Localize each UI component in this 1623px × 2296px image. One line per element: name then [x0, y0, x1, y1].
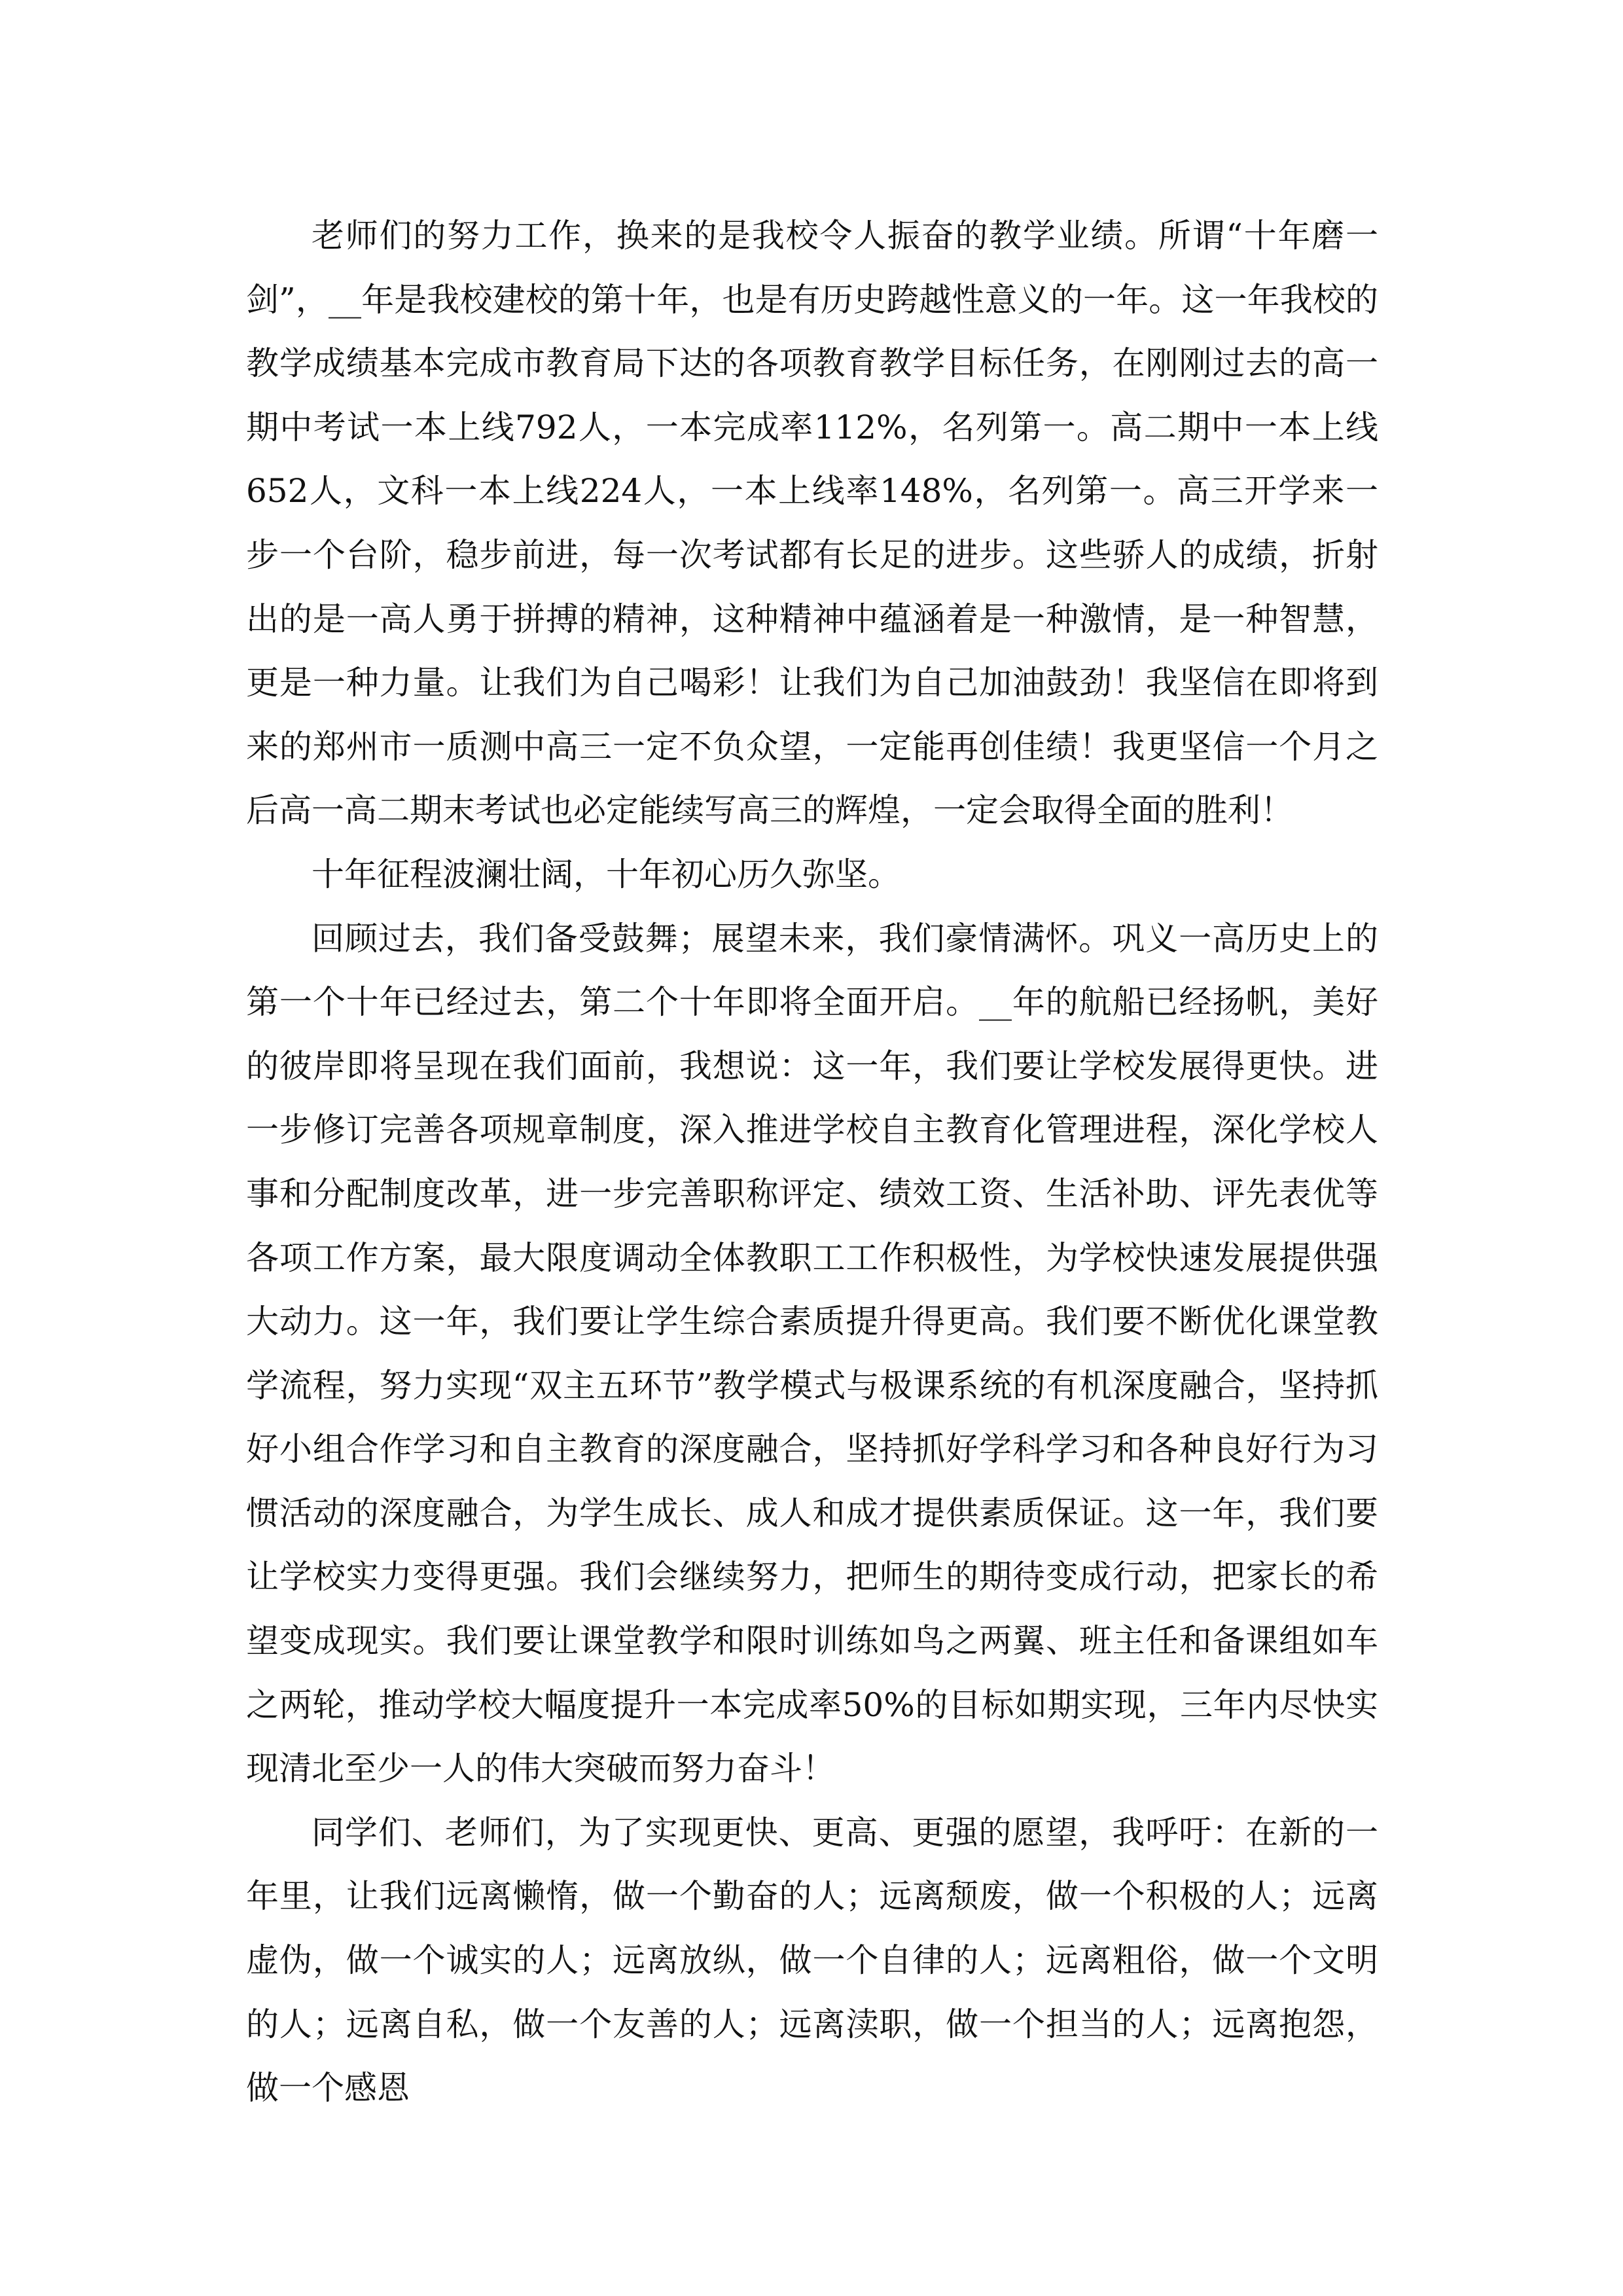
document-page [246, 204, 1378, 2121]
paragraph-future-outlook: 回顾过去，我们备受鼓舞；展望未来，我们豪情满怀。巩义一高历史上的第一个十年已经过去，第二个十年即将全面开启。__年的航船已经扬帆，美好的彼岸即将呈现在我们面前，我想说：这一年，我们要让学校发展得更快。进一步修订完善各项规章制度，深入推进学校自主教育化管理进程，深化学校人事和分配制度改革，进一步完善职称评定、绩效工资、生活补助、评先表优等各项工作方案，最大限度调动全体教职工工作积极性，为学校快速发展提供强大动力。这一年，我们要让学生综合素质提升得更高。我们要不断优化课堂教学流程，努力实现“双主五环节”教学模式与极课系统的有机深度融合，坚持抓好小组合作学习和自主教育的深度融合，坚持抓好学科学习和各种良好行为习惯活动的深度融合，为学生成长、成人和成才提供素质保证。这一年，我们要让学校实力变得更强。我们会继续努力，把师生的期待变成行动，把家长的希望变成现实。我们要让课堂教学和限时训练如鸟之两翼、班主任和备课组如车之两轮，推动学校大幅度提升一本完成率50%的目标如期实现，三年内尽快实现清北至少一人的伟大突破而努力奋斗！ [246, 919, 1378, 1788]
paragraph-appeal: 同学们、老师们，为了实现更快、更高、更强的愿望，我呼吁：在新的一年里，让我们远离懒惰，做一个勤奋的人；远离颓废，做一个积极的人；远离虚伪，做一个诚实的人；远离放纵，做一个自律的人；远离粗俗，做一个文明的人；远离自私，做一个友善的人；远离渎职，做一个担当的人；远离抱怨，做一个感恩 [246, 1813, 1378, 2108]
paragraph-teaching-results: 老师们的努力工作，换来的是我校令人振奋的教学业绩。所谓“十年磨一剑”，__年是我校建校的第十年，也是有历史跨越性意义的一年。这一年我校的教学成绩基本完成市教育局下达的各项教育教学目标任务，在刚刚过去的高一期中考试一本上线792人，一本完成率112%，名列第一。高二期中一本上线652人，文科一本上线224人，一本上线率148%，名列第一。高三开学来一步一个台阶，稳步前进，每一次考试都有长足的进步。这些骄人的成绩，折射出的是一高人勇于拼搏的精神，这种精神中蕴涵着是一种激情，是一种智慧，更是一种力量。让我们为自己喝彩！让我们为自己加油鼓劲！我坚信在即将到来的郑州市一质测中高三一定不负众望，一定能再创佳绩！我更坚信一个月之后高一高二期末考试也必定能续写高三的辉煌，一定会取得全面的胜利！ [246, 217, 1378, 830]
paragraph-ten-years-motto: 十年征程波澜壮阔，十年初心历久弥坚。 [312, 855, 901, 893]
